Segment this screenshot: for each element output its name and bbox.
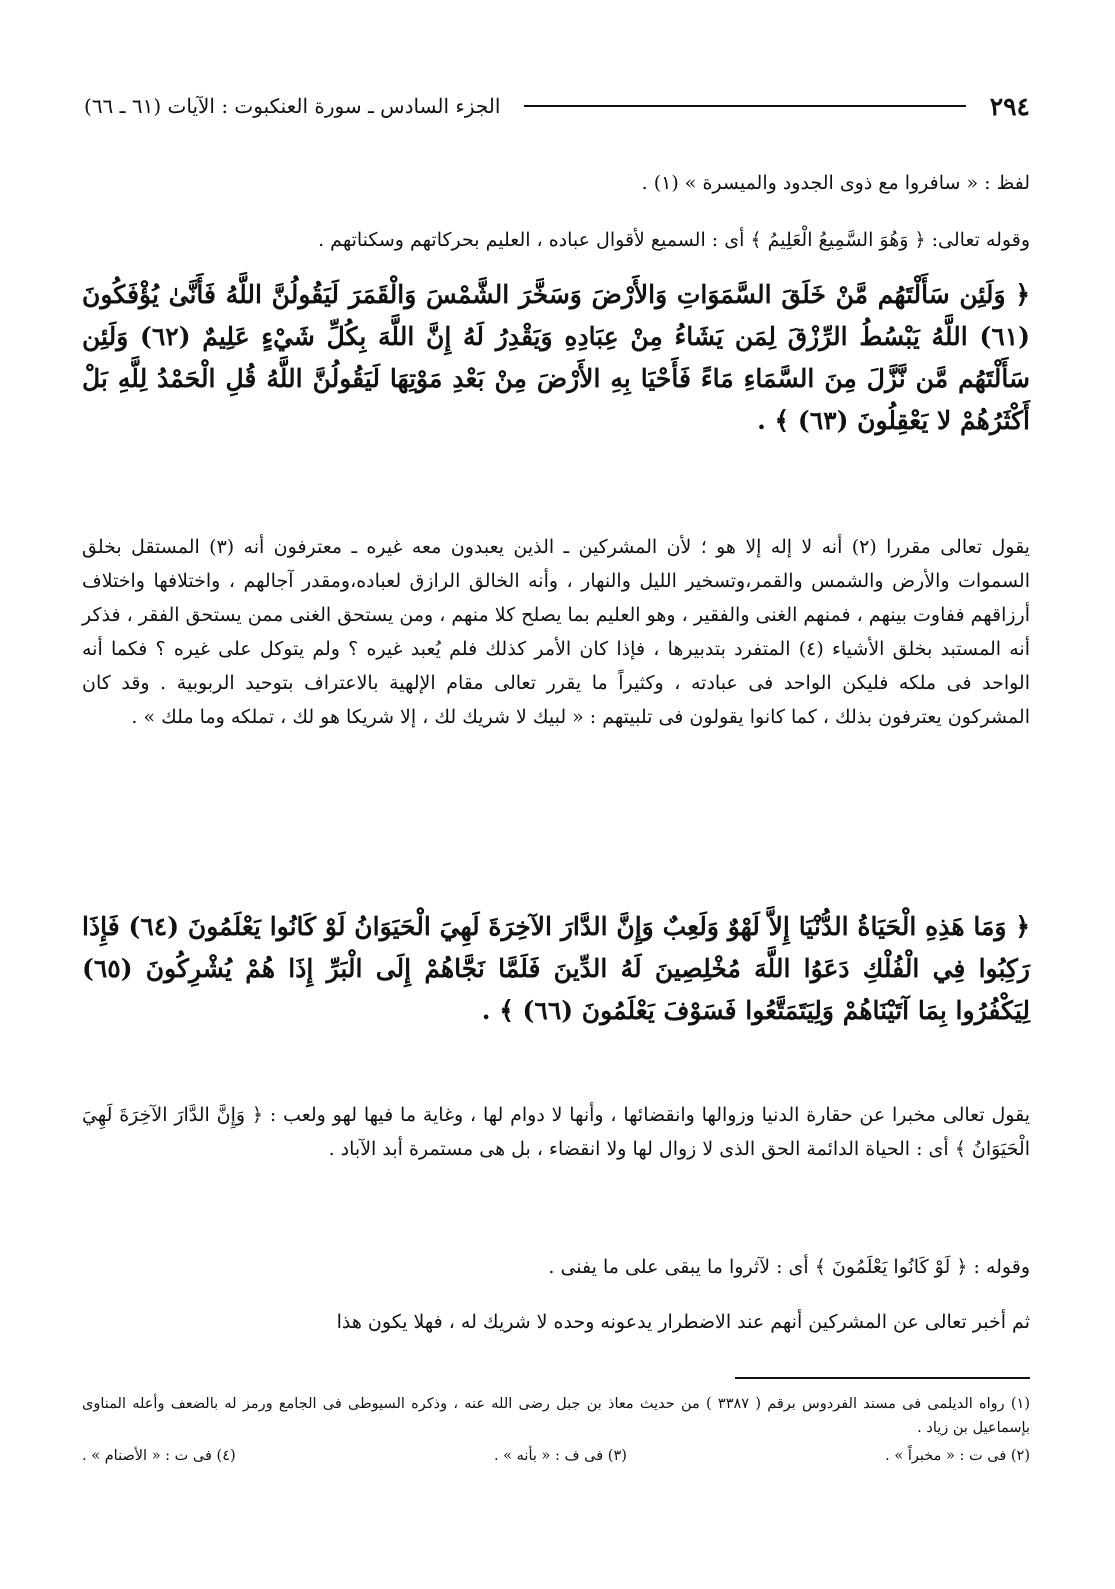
paragraph-3: يقول تعالى مقررا (٢) أنه لا إله إلا هو ؛ لأن المشركين ـ الذين يعبدون معه غيره ـ معترفون أنه (٣) المستقل بخلق السموات والأرض والشمس والقمر،وتسخير الليل والنهار ، وأنه الخالق الرازق لعباده،ومقدر آجالهم ، واختلافها واختلاف أرزاقهم ففاوت بينهم ، فمنهم الغنى والفقير ، وهو العليم بما يصلح كلا منهم ، ومن يستحق الغنى ممن يستحق الفقر ، فذكر أنه المستبد بخلق الأشياء (٤) المتفرد بتدبيرها ، فإذا كان الأمر كذلك فلم يُعبد غيره ؟ ولم يتوكل على غيره ؟ فكما أنه الواحد فى ملكه فليكن الواحد فى عبادته ، وكثيراً ما يقرر تعالى مقام الإلهية بالاعتراف بتوحيد الربوبية . وقد كان المشركون يعترفون بذلك ، كما كانوا يقولون فى تلبيتهم : « لبيك لا شريك لك ، إلا شريكا هو لك ، تملكه وما ملك » . [82,536,1030,728]
paragraph-5: وقوله : ﴿ لَوْ كَانُوا يَعْلَمُونَ ﴾ أى : لآثروا ما يبقى على ما يفنى . [548,1256,1030,1278]
footnotes [82,1392,1030,1468]
paragraph-2: وقوله تعالى: ﴿ وَهُوَ السَّمِيعُ الْعَلِيمُ ﴾ أى : السميع لأقوال عباده ، العليم بحركاتهم وسكناتهم . [318,229,1030,251]
header-title: الجزء السادس ـ سورة العنكبوت : الآيات (٦١ ـ ٦٦) [84,94,501,118]
paragraph-1: لفظ : « سافروا مع ذوى الجدود والميسرة » (١) . [641,172,1030,194]
paragraph-4: يقول تعالى مخبرا عن حقارة الدنيا وزوالها وانقضائها ، وأنها لا دوام لها ، وغاية ما فيها لهو ولعب : ﴿ وَإِنَّ الدَّارَ الآخِرَةَ لَهِيَ الْحَيَوَانُ ﴾ أى : الحياة الدائمة الحق الذى لا زوال لها ولا انقضاء ، بل هى مستمرة أبد الآباد . [82,1104,1030,1160]
footnotes-row [82,1444,1030,1468]
quran-verses-64-66: ﴿ وَمَا هَذِهِ الْحَيَاةُ الدُّنْيَا إِلاَّ لَهْوٌ وَلَعِبٌ وَإِنَّ الدَّارَ الآخِرَةَ لَهِيَ الْحَيَوَانُ لَوْ كَانُوا يَعْلَمُونَ (٦٤) فَإِذَا رَكِبُوا فِي الْفُلْكِ دَعَوُا اللَّهَ مُخْلِصِينَ لَهُ الدِّينَ فَلَمَّا نَجَّاهُمْ إِلَى الْبَرِّ إِذَا هُمْ يُشْرِكُونَ (٦٥) لِيَكْفُرُوا بِمَا آتَيْنَاهُمْ وَلِيَتَمَتَّعُوا فَسَوْفَ يَعْلَمُونَ (٦٦) ﴾ . [82,912,1030,1025]
footnote-3: (٣) فى ف : « بأنه » . [493,1448,627,1464]
footnote-2: (٢) فى ت : « مخبراً » . [885,1448,1030,1464]
footnote-4: (٤) فى ت : « الأصنام » . [82,1448,236,1464]
footnote-1: (١) رواه الديلمى فى مسند الفردوس برقم ( ٣٣٨٧ ) من حديث معاذ بن جبل رضى الله عنه ، وذكره السيوطى فى الجامع ورمز له بالضعف وأعله المناوى بإسماعيل بن زياد . [82,1396,1030,1436]
running-header [84,88,1030,124]
page-number: ٢٩٤ [989,91,1030,121]
quran-verses-61-63: ﴿ وَلَئِن سَأَلْتَهُم مَّنْ خَلَقَ السَّمَوَاتِ وَالأَرْضَ وَسَخَّرَ الشَّمْسَ وَالْقَمَرَ لَيَقُولُنَّ اللَّهُ فَأَنَّىٰ يُؤْفَكُونَ (٦١) اللَّهُ يَبْسُطُ الرِّزْقَ لِمَن يَشَاءُ مِنْ عِبَادِهِ وَيَقْدِرُ لَهُ إِنَّ اللَّهَ بِكُلِّ شَيْءٍ عَلِيمٌ (٦٢) وَلَئِن سَأَلْتَهُم مَّن نَّزَّلَ مِنَ السَّمَاءِ مَاءً فَأَحْيَا بِهِ الأَرْضَ مِنْ بَعْدِ مَوْتِهَا لَيَقُولُنَّ اللَّهُ قُلِ الْحَمْدُ لِلَّهِ بَلْ أَكْثَرُهُمْ لا يَعْقِلُونَ (٦٣) ﴾ . [82,280,1031,435]
footnote-separator [735,1377,1030,1379]
paragraph-6: ثم أخبر تعالى عن المشركين أنهم عند الاضطرار يدعونه وحده لا شريك له ، فهلا يكون هذا [336,1311,1030,1333]
header-rule [524,105,965,107]
